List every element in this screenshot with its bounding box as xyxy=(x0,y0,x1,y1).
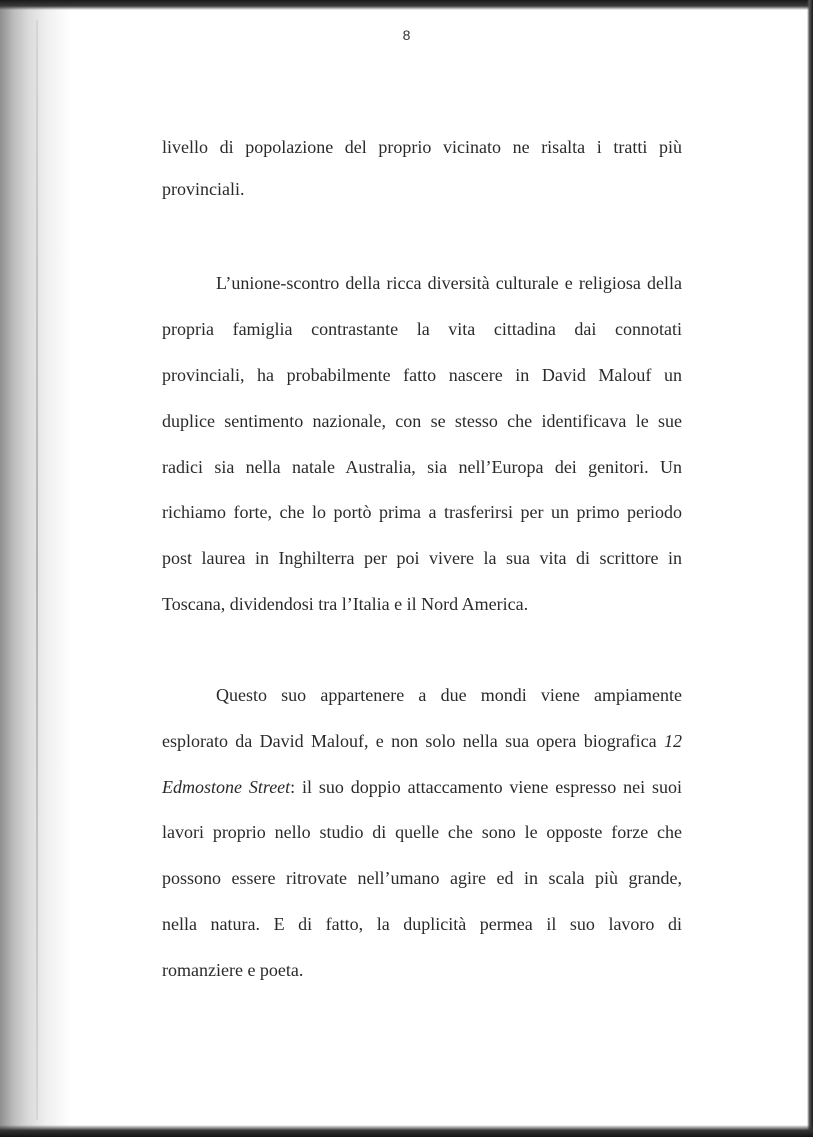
text-line: duplice sentimento nazionale, con se stesso che identificava le sue xyxy=(162,411,682,431)
text-line: Toscana, dividendosi tra l’Italia e il Nord America. xyxy=(162,594,529,614)
scan-spine-shadow xyxy=(0,0,70,1137)
text-line: richiamo forte, che lo portò prima a trasferirsi per un primo periodo xyxy=(162,502,682,522)
text-line: possono essere ritrovate nell’umano agire ed in scala più grande, xyxy=(162,868,682,888)
page-number: 8 xyxy=(402,27,411,43)
text-segment: esplorato da David Malouf, e non solo nella sua opera biografica xyxy=(162,731,664,751)
scan-spine-line xyxy=(36,20,38,1120)
text-line: nella natura. E di fatto, la duplicità permea il suo lavoro di xyxy=(162,914,682,934)
text-line: romanziere e poeta. xyxy=(162,960,304,980)
text-line: propria famiglia contrastante la vita cittadina dai connotati xyxy=(162,319,682,339)
text-line: Questo suo appartenere a due mondi viene ampiamente xyxy=(216,685,682,705)
text-line: provinciali, ha probabilmente fatto nascere in David Malouf un xyxy=(162,365,682,385)
scan-bottom-edge xyxy=(0,1125,813,1137)
book-title-italic: 12 xyxy=(664,731,682,751)
text-line xyxy=(162,730,682,752)
text-line xyxy=(162,776,682,798)
text-segment: : il suo doppio attaccamento viene espresso nei suoi xyxy=(290,777,682,797)
text-line: radici sia nella natale Australia, sia nell’Europa dei genitori. Un xyxy=(162,457,682,477)
text-line: livello di popolazione del proprio vicinato ne risalta i tratti più xyxy=(162,137,682,157)
text-line: lavori proprio nello studio di quelle che sono le opposte forze che xyxy=(162,822,682,842)
book-title-italic: Edmostone Street xyxy=(162,777,291,797)
text-line: L’unione-scontro della ricca diversità culturale e religiosa della xyxy=(216,273,682,293)
text-line: provinciali. xyxy=(162,179,245,199)
text-line: post laurea in Inghilterra per poi vivere la sua vita di scrittore in xyxy=(162,548,682,568)
scan-right-edge xyxy=(807,0,813,1137)
scan-top-edge xyxy=(0,0,813,10)
